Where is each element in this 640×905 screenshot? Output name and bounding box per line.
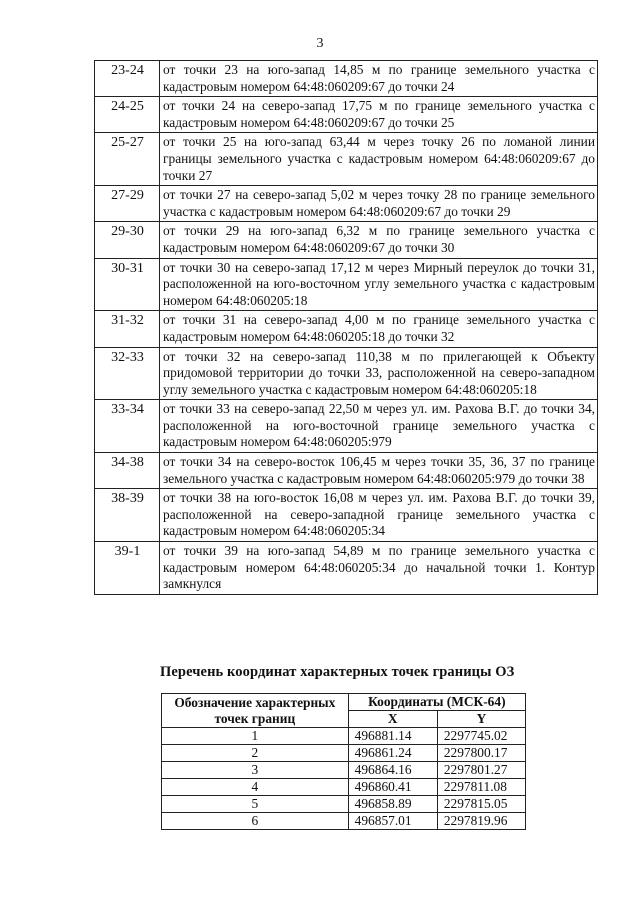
segment-description: от точки 25 на юго-запад 63,44 м через точку 26 по ломаной линии границы земельного участка с кадастровым номером 64:48:060209:67 до точки 27 xyxy=(160,133,598,186)
y-value: 2297811.08 xyxy=(437,779,525,796)
points-header-line1: Обозначение характерных xyxy=(174,694,336,710)
segment-id: 30-31 xyxy=(95,258,160,311)
point-number: 4 xyxy=(162,779,349,796)
segment-description: от точки 30 на северо-запад 17,12 м через Мирный переулок до точки 31, расположенной на юго-восточном углу земельного участка с кадастровым номером 64:48:060205:18 xyxy=(160,258,598,311)
y-header: Y xyxy=(437,711,525,728)
segment-id: 34-38 xyxy=(95,453,160,489)
segment-description: от точки 31 на северо-запад 4,00 м по границе земельного участка с кадастровым номером 64:48:060205:18 до точки 32 xyxy=(160,311,598,347)
y-value: 2297815.05 xyxy=(437,796,525,813)
segment-id: 31-32 xyxy=(95,311,160,347)
table-row xyxy=(162,779,526,796)
y-value: 2297745.02 xyxy=(437,728,525,745)
segment-description: от точки 39 на юго-запад 54,89 м по границе земельного участка с кадастровым номером 64:48:060205:34 до начальной точки 1. Контур замкнулся xyxy=(160,542,598,595)
boundary-description-table xyxy=(94,60,598,595)
segment-description: от точки 27 на северо-запад 5,02 м через точку 28 по границе земельного участка с кадастровым номером 64:48:060209:67 до точки 29 xyxy=(160,186,598,222)
point-number: 3 xyxy=(162,762,349,779)
y-value: 2297801.27 xyxy=(437,762,525,779)
segment-id: 33-34 xyxy=(95,400,160,453)
points-header xyxy=(162,694,349,728)
segment-id: 24-25 xyxy=(95,97,160,133)
point-number: 5 xyxy=(162,796,349,813)
segment-description: от точки 33 на северо-запад 22,50 м через ул. им. Рахова В.Г. до точки 34, расположенной на юго-восточной границе земельного участка с кадастровым номером 64:48:060205:979 xyxy=(160,400,598,453)
table-row xyxy=(162,813,526,830)
table-row xyxy=(95,186,598,222)
point-number: 6 xyxy=(162,813,349,830)
table-row xyxy=(95,400,598,453)
table-row xyxy=(95,61,598,97)
x-value: 496864.16 xyxy=(348,762,437,779)
segment-id: 32-33 xyxy=(95,347,160,400)
points-header-line2: точек границ xyxy=(214,710,296,726)
segment-id: 23-24 xyxy=(95,61,160,97)
segment-description: от точки 23 на юго-запад 14,85 м по границе земельного участка с кадастровым номером 64:48:060209:67 до точки 24 xyxy=(160,61,598,97)
coordinates-title: Перечень координат характерных точек границы ОЗ xyxy=(160,664,515,680)
point-number: 2 xyxy=(162,745,349,762)
x-value: 496860.41 xyxy=(348,779,437,796)
table-row xyxy=(95,133,598,186)
segment-id: 27-29 xyxy=(95,186,160,222)
segment-id: 25-27 xyxy=(95,133,160,186)
segment-description: от точки 29 на юго-запад 6,32 м по границе земельного участка с кадастровым номером 64:48:060209:67 до точки 30 xyxy=(160,222,598,258)
table-row xyxy=(162,745,526,762)
table-row xyxy=(162,762,526,779)
table-row xyxy=(95,222,598,258)
coordinates-header: Координаты (МСК-64) xyxy=(348,694,525,711)
x-value: 496881.14 xyxy=(348,728,437,745)
x-value: 496858.89 xyxy=(348,796,437,813)
page-number: 3 xyxy=(316,36,324,51)
x-header: X xyxy=(348,711,437,728)
segment-description: от точки 32 на северо-запад 110,38 м по прилегающей к Объекту придомовой территории до точки 33, расположенной на северо-западном углу земельного участка с кадастровым номером 64:48:060205:18 xyxy=(160,347,598,400)
segment-description: от точки 24 на северо-запад 17,75 м по границе земельного участка с кадастровым номером 64:48:060209:67 до точки 25 xyxy=(160,97,598,133)
segment-id: 38-39 xyxy=(95,489,160,542)
y-value: 2297819.96 xyxy=(437,813,525,830)
segment-id: 39-1 xyxy=(95,542,160,595)
y-value: 2297800.17 xyxy=(437,745,525,762)
x-value: 496861.24 xyxy=(348,745,437,762)
table-row xyxy=(95,97,598,133)
table-row xyxy=(95,258,598,311)
table-row xyxy=(95,311,598,347)
table-row xyxy=(95,453,598,489)
table-row xyxy=(95,347,598,400)
header-row xyxy=(162,694,526,711)
segment-description: от точки 34 на северо-восток 106,45 м через точки 35, 36, 37 по границе земельного участка с кадастровым номером 64:48:060205:979 до точки 38 xyxy=(160,453,598,489)
table-row xyxy=(162,728,526,745)
point-number: 1 xyxy=(162,728,349,745)
coordinates-table xyxy=(161,693,526,830)
table-row xyxy=(95,489,598,542)
segment-description: от точки 38 на юго-восток 16,08 м через ул. им. Рахова В.Г. до точки 39, расположенной на северо-западной границе земельного участка с кадастровым номером 64:48:060205:34 xyxy=(160,489,598,542)
table-row xyxy=(162,796,526,813)
segment-id: 29-30 xyxy=(95,222,160,258)
x-value: 496857.01 xyxy=(348,813,437,830)
table-row xyxy=(95,542,598,595)
